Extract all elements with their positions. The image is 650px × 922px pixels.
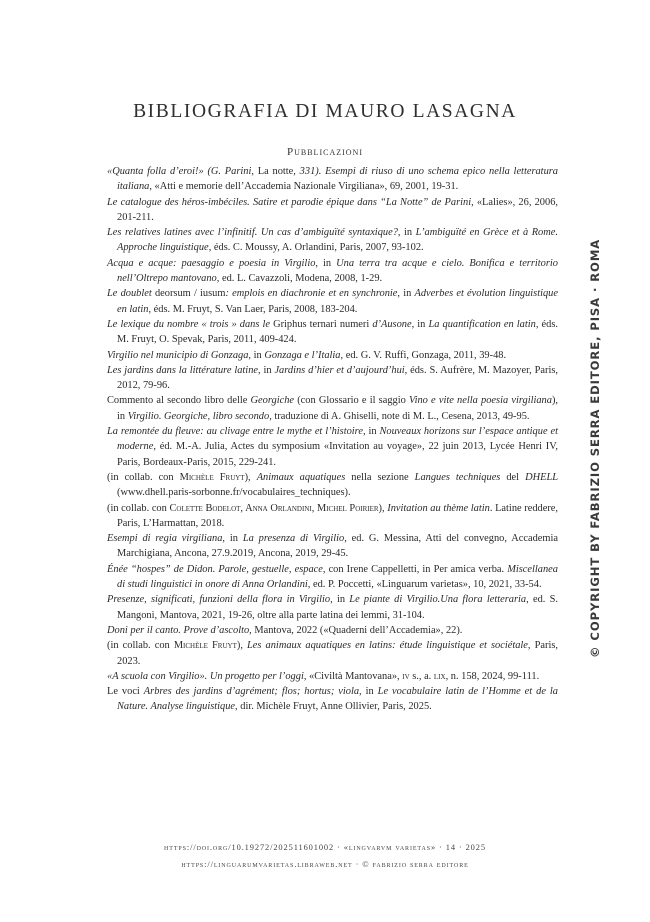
entry-text-segment: , éds. M. Fruyt, S. Van Laer, Paris, 2008, 183-204.	[148, 303, 358, 315]
entry-text-segment: deorsum / iusum	[154, 288, 226, 300]
entry-text-segment: Gonzaga e l’Italia	[264, 349, 341, 361]
entry-text-segment: (www.dhell.paris-sorbonne.fr/vocabulaires_techniques).	[117, 487, 351, 499]
bibliography-entry	[107, 592, 558, 623]
entry-text-segment: Jardins d’hier et d’aujourd’hui	[274, 364, 405, 376]
entry-text-segment: , «Civiltà Mantovana»,	[303, 670, 403, 682]
entry-text-segment: Le piante di Virgilio.Una flora letteraria	[349, 594, 527, 606]
bibliography-entry	[107, 348, 558, 363]
entry-text-segment: nella sezione	[345, 471, 415, 483]
entry-text-segment: ),	[236, 640, 248, 652]
entry-text-segment: , Mantova, 2022 («Quaderni dell’Accademia», 22).	[249, 624, 463, 636]
entry-text-segment: Le lexique du nombre « trois » dans le	[107, 318, 274, 330]
entry-text-segment: , éd. M.-A. Julia, Actes du symposium «Invitation au voyage», 22 juin 2013, Lycée Henri IV, Paris, Bordeaux-Paris, 2015, 229-241.	[117, 441, 558, 468]
entry-text-segment: , con Irene Cappelletti, in Per amica verba.	[322, 563, 508, 575]
page-title: BIBLIOGRAFIA DI MAURO LASAGNA	[133, 101, 517, 122]
entry-text-segment: s., a.	[409, 670, 434, 682]
entry-text-segment: , in	[248, 349, 265, 361]
entry-text-segment: , Paris, 2023.	[117, 640, 558, 667]
bibliography-entry	[107, 393, 558, 424]
entry-text-segment: Animaux aquatiques	[256, 471, 346, 483]
entry-text-segment: (in collab. con	[107, 640, 174, 652]
entry-text-segment: Les jardins dans la littérature latine	[107, 364, 258, 376]
entry-text-segment: Michèle Fruyt	[179, 471, 245, 483]
entry-text-segment: del	[500, 471, 526, 483]
entry-text-segment: , ed. S. Mangoni, Mantova, 2021, 19-26, oltre alla parte latina dei lemmi, 31-104.	[117, 594, 558, 621]
entry-text-segment: ),	[378, 502, 388, 514]
footer-website-line: https://linguarumvarietas.libraweb.net · © fabrizio serra editore	[181, 860, 469, 869]
entry-text-segment: La remontée du fleuve: au clivage entre le mythe et l’histoire	[107, 426, 363, 438]
entry-text-segment: , traduzione di A. Ghiselli, note di M. L., Cesena, 2013, 49-95.	[269, 410, 530, 422]
entry-text-segment: Colette Bodelot, Anna Orlandini, Michel Poirier	[169, 502, 379, 514]
entry-text-segment: lix	[433, 670, 446, 682]
entry-text-segment: , éds. S. Aufrère, M. Mazoyer, Paris, 2012, 79-96.	[117, 364, 558, 392]
entry-text-segment: , n. 158, 2024, 99-111.	[445, 670, 540, 682]
entry-text-segment: Invitation au thème latin	[387, 502, 490, 514]
bibliography-entry	[107, 195, 558, 226]
copyright-sidebar	[583, 198, 607, 658]
entry-text-segment: L’ambiguïté en Grèce et à Rome. Approche linguistique	[117, 227, 558, 254]
entry-text-segment: iv	[402, 670, 410, 682]
bibliography-entry	[107, 501, 558, 532]
entry-text-segment: Le voci	[107, 686, 144, 698]
entry-text-segment: Virgilio nel municipio di Gonzaga	[107, 349, 249, 361]
entry-text-segment: Adverbes et évolution linguistique en latin	[117, 288, 558, 315]
entry-text-segment: La quantification en latin	[428, 318, 536, 330]
entry-text-segment: Virgilio. Georgiche, libro secondo	[127, 410, 270, 422]
bibliography-entry	[107, 317, 558, 348]
entry-text-segment: La notte,	[257, 166, 300, 177]
entry-text-segment: Commento al secondo libro delle	[107, 395, 251, 407]
entry-text-segment: Énée “hospes” de Didon. Parole, gestuelle, espace	[107, 563, 323, 575]
bibliography-entry	[107, 286, 558, 317]
entry-text-segment: , in	[397, 227, 416, 239]
bibliography-entry	[107, 638, 558, 669]
entry-text-segment: Miscellanea di studi linguistici in onore di Anna Orlandini	[117, 563, 558, 591]
entry-text-segment: Le doublet	[107, 288, 155, 300]
entry-text-segment: Les animaux aquatiques en latins: étude linguistique et sociétale	[247, 640, 528, 652]
bibliography-entry	[107, 363, 558, 394]
entry-text-segment: , ed. L. Cavazzoli, Modena, 2008, 1-29.	[216, 273, 383, 285]
entry-text-segment: , in	[315, 257, 337, 269]
entry-text-segment: , in	[362, 426, 380, 438]
entry-text-segment: Doni per il canto. Prove d’ascolto	[107, 624, 250, 636]
entry-text-segment: , in	[330, 594, 350, 606]
bibliography-entry	[107, 164, 558, 195]
entry-text-segment: , in	[411, 318, 429, 330]
entry-text-segment: Esempi di regia virgiliana	[107, 533, 223, 545]
entry-text-segment: , éds. M. Fruyt, O. Spevak, Paris, 2011, 409-424.	[117, 318, 558, 346]
entry-text-segment: Le catalogue des héros-imbéciles. Satire et parodie épique dans “La Notte” de Parini	[107, 196, 472, 208]
section-heading: Pubblicazioni	[286, 146, 363, 158]
entry-text-segment: , «Atti e memorie dell’Accademia Nazionale Virgiliana», 69, 2001, 19-31.	[149, 181, 459, 193]
entry-text-segment: «A scuola con Virgilio». Un progetto per l’oggi	[107, 670, 304, 682]
bibliography-entry	[107, 424, 558, 470]
entry-text-segment: , in	[222, 533, 243, 545]
entry-text-segment: ). Esempi di riuso di uno schema epico nella letteratura italiana	[117, 166, 559, 193]
entry-text-segment: d’Ausone	[369, 318, 412, 330]
copyright-vertical-text: © COPYRIGHT BY FABRIZIO SERRA EDITORE, PISA · ROMA	[588, 238, 602, 658]
entry-text-segment: ),	[244, 471, 257, 483]
entry-text-segment: : emplois en diachronie et en synchronie	[225, 288, 398, 300]
footer-doi-line: https://doi.org/10.19272/202511601002 · «lingvarvm varietas» · 14 · 2025	[164, 843, 486, 852]
bibliography-entry	[107, 225, 558, 256]
entry-text-segment: Vino e vite nella poesia virgiliana	[409, 395, 552, 407]
entry-text-segment: Arbres des jardins d’agrément; flos; hortus; viola	[143, 686, 360, 698]
entry-text-segment: Griphus ternari numeri	[273, 318, 370, 330]
entry-text-segment: . Latine reddere, Paris, L’Harmattan, 2018.	[117, 502, 559, 529]
entry-text-segment: ), in	[117, 395, 559, 422]
bibliography-entry	[107, 470, 558, 501]
entry-text-segment: , in	[258, 364, 275, 376]
bibliography-list	[107, 164, 558, 715]
entry-text-segment: Michèle Fruyt	[173, 640, 237, 652]
entry-text-segment: , in	[359, 686, 378, 698]
entry-text-segment: Acqua e acque: paesaggio e poesia in Virgilio	[107, 257, 316, 269]
entry-text-segment: Georgiche	[250, 395, 295, 407]
entry-text-segment: DHELL	[525, 471, 559, 483]
entry-text-segment: Presenze, significati, funzioni della flora in Virgilio	[107, 594, 331, 606]
entry-text-segment: La presenza di Virgilio	[242, 533, 345, 545]
entry-text-segment: , «Lalies», 26, 2006, 201-211.	[117, 196, 558, 223]
bibliography-entry	[107, 531, 558, 562]
entry-text-segment: , ed. G. Messina, Atti del convegno, Accademia Marchigiana, Ancona, 27.9.2019, Ancona, 2019, 29-45.	[117, 533, 558, 560]
entry-text-segment: , ed. G. V. Ruffi, Gonzaga, 2011, 39-48.	[340, 349, 507, 361]
entry-text-segment: (in collab. con	[107, 502, 170, 514]
bibliography-entry	[107, 623, 558, 638]
entry-text-segment: Langues techniques	[414, 471, 501, 483]
entry-text-segment: Una terra tra acque e cielo. Bonifica e territorio nell’Oltrepo mantovano	[117, 257, 558, 285]
entry-text-segment: Le vocabulaire latin de l’Homme et de la Nature. Analyse linguistique	[117, 686, 558, 713]
bibliography-entry	[107, 256, 558, 287]
bibliography-entry	[107, 669, 558, 684]
entry-text-segment: , dir. Michèle Fruyt, Anne Ollivier, Paris, 2025.	[235, 701, 432, 713]
entry-text-segment: 331	[299, 166, 316, 177]
bibliography-entry	[107, 684, 558, 715]
entry-text-segment: «Quanta folla d’eroi!» (G. Parini,	[107, 166, 258, 177]
entry-text-segment: Les relatives latines avec l’infinitif. Un cas d’ambiguïté syntaxique?	[107, 227, 398, 239]
entry-text-segment: , éds. C. Moussy, A. Orlandini, Paris, 2007, 93-102.	[208, 242, 424, 254]
entry-text-segment: , ed. P. Poccetti, «Linguarum varietas», 10, 2021, 33-54.	[307, 579, 542, 591]
entry-text-segment: Nouveaux horizons sur l’espace antique et moderne	[117, 426, 558, 453]
entry-text-segment: (in collab. con	[107, 471, 180, 483]
entry-text-segment: , in	[397, 288, 415, 300]
bibliography-entry	[107, 562, 558, 593]
entry-text-segment: (con Glossario e il saggio	[294, 395, 409, 407]
